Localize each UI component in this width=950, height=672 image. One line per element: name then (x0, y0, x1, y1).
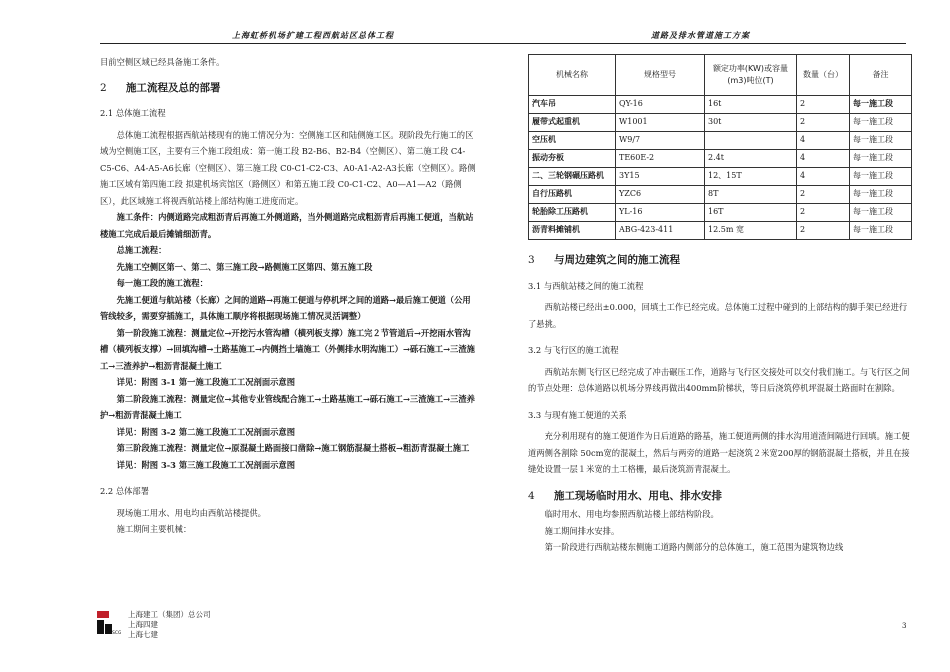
paragraph: 每一施工段的施工流程： (116, 278, 208, 288)
paragraph: 总体施工流程根据西航站楼现有的施工情况分为：空侧施工区和陆侧施工区。现阶段先行施工的区域为空侧施工区，主要有三个施工段组成：第一施工段 B2-B6、B2-B4（空侧区）、第二施工段 C4-C5-C6、A4-A5-A6长廊（空侧区）、第三施工段 C0-C1-C2-C3、A0-A1-A2-A3长廊（空侧区）。路侧施工区域有第四施工段 拟建机场宾馆区（路侧区）和第五施工段 C0-C1-C2、A0—A1—A2（路侧区），此区域施工将视西航站楼上部结构施工进度而定。 (100, 129, 476, 206)
paragraph: 第二阶段施工流程：测量定位→其他专业管线配合施工→土路基施工→砾石施工→三渣施工→三渣养护→粗沥青混凝土施工 (100, 393, 475, 420)
column-header: 额定功率(KW)或容量(m3)吨位(T) (705, 55, 797, 96)
table-header-row (529, 55, 912, 96)
page-number: 3 (902, 622, 907, 630)
section-2-heading: 2 施工流程及总的部署 (100, 81, 221, 94)
company-logo-icon (97, 611, 121, 637)
section-2-1-heading: 2.1 总体施工流程 (100, 108, 166, 118)
table-row: 沥青料摊铺机 ABG-423-411 12.5m 宽 2 每一施工段 (529, 222, 912, 240)
paragraph: 西航站楼已经出±0.000，回填土工作已经完成。总体施工过程中碰到的上部结构的脚手架已经进行了悬挑。 (528, 302, 908, 329)
paragraph: 先施工空侧区第一、第二、第三施工段→路侧施工区第四、第五施工段 (116, 261, 373, 272)
table-row: 轮胎除工压路机 YL-16 16T 2 每一施工段 (529, 204, 912, 222)
paragraph: 总施工流程： (116, 245, 167, 255)
header-left-title: 上海虹桥机场扩建工程西航站区总体工程 (232, 30, 394, 40)
table-row: 汽车吊 QY-16 16t 2 每一施工段 (529, 96, 912, 114)
intro-paragraph: 目前空侧区域已经具备施工条件。 (100, 57, 225, 67)
footer-line: 上海七建 (128, 630, 158, 639)
right-column (528, 54, 912, 556)
section-3-3-heading: 3.3 与现有施工便道的关系 (528, 409, 627, 420)
table-row: 空压机 W9/7 4 每一施工段 (529, 132, 912, 150)
footer-line: 上海四建 (128, 620, 158, 629)
column-header: 机械名称 (529, 55, 616, 96)
table-row: 自行压路机 YZC6 8T 2 每一施工段 (529, 186, 912, 204)
figure-reference: 详见：附图 3-2 第二施工段施工工况剖面示意图 (116, 426, 296, 437)
paragraph: 施工期间主要机械： (116, 524, 192, 534)
machinery-table (528, 54, 912, 240)
left-column (100, 54, 478, 538)
section-4-heading: 4 施工现场临时用水、用电、排水安排 (528, 489, 722, 502)
paragraph: 施工条件：内侧道路完成粗沥青后再施工外侧道路，当外侧道路完成粗沥青后再施工便道，当航站楼施工完成后最后摊铺细沥青。 (100, 212, 474, 239)
section-3-2-heading: 3.2 与飞行区的施工流程 (528, 345, 619, 355)
paragraph: 西航站东侧飞行区已经完成了冲击碾压工作，道路与飞行区交接处可以交付我们施工。与飞行区之间的节点处理：总体道路以机场分界线再做出400mm阶梯状，等日后浇筑停机坪混凝土路面时在割除。 (528, 366, 910, 393)
section-3-1-heading: 3.1 与西航站楼之间的施工流程 (528, 280, 644, 291)
figure-reference: 详见：附图 3-1 第一施工段施工工况剖面示意图 (116, 377, 296, 387)
paragraph: 临时用水、用电均参照西航站楼上部结构阶段。 (544, 509, 719, 519)
paragraph: 先施工便道与航站楼（长廊）之间的道路→再施工便道与停机坪之间的道路→最后施工便道（公用管线较多，需要穿插施工，具体施工顺序将根据现场施工情况灵活调整） (100, 294, 471, 321)
table-row: 二、三轮钢碾压路机 3Y15 12、15T 4 每一施工段 (529, 168, 912, 186)
paragraph: 现场施工用水、用电均由西航站楼提供。 (116, 507, 266, 518)
section-2-2-heading: 2.2 总体部署 (100, 486, 150, 496)
figure-reference: 详见：附图 3-3 第三施工段施工工况剖面示意图 (116, 459, 296, 470)
table-row: 振动夯板 TE60E-2 2.4t 4 每一施工段 (529, 150, 912, 168)
paragraph: 充分利用现有的施工便道作为日后道路的路基，施工便道两侧的排水沟用道渣间隔进行回填。施工便道两侧各割除 50cm宽的混凝土，然后与两旁的道路一起浇筑２米宽200厚的钢筋混凝土搭板，并且在接缝处设置一层１米宽的土工格栅，最后浇筑沥青混凝土。 (528, 431, 910, 474)
paragraph: 第一阶段进行西航站楼东侧施工道路内侧部分的总体施工，施工范围为建筑物边线 (544, 542, 844, 552)
footer-company-lines (128, 610, 211, 640)
column-header: 规格型号 (616, 55, 705, 96)
header-rule (100, 43, 906, 44)
paragraph: 第三阶段施工流程：测量定位→原混凝土路面接口凿除→施工钢筋混凝土搭板→粗沥青混凝土施工 (116, 443, 470, 453)
table-row: 履带式起重机 W1001 30t 2 每一施工段 (529, 114, 912, 132)
header-right-title: 道路及排水管道施工方案 (651, 30, 750, 40)
section-3-heading: 3 与周边建筑之间的施工流程 (528, 254, 680, 266)
paragraph: 施工期间排水安排。 (544, 525, 620, 536)
svg-text:SCG: SCG (112, 631, 121, 636)
paragraph: 第一阶段施工流程：测量定位→开挖污水管沟槽（横列板支撑）施工完２节管道后→开挖雨水管沟槽（横列板支撑）→回填沟槽→土路基施工→内侧挡土墙施工（外侧排水明沟施工）→砾石施工→三渣施工→三渣养护→粗沥青混凝土施工 (100, 327, 475, 371)
column-header: 备注 (850, 55, 912, 96)
footer-line: 上海建工（集团）总公司 (128, 610, 211, 619)
column-header: 数量（台） (797, 55, 850, 96)
